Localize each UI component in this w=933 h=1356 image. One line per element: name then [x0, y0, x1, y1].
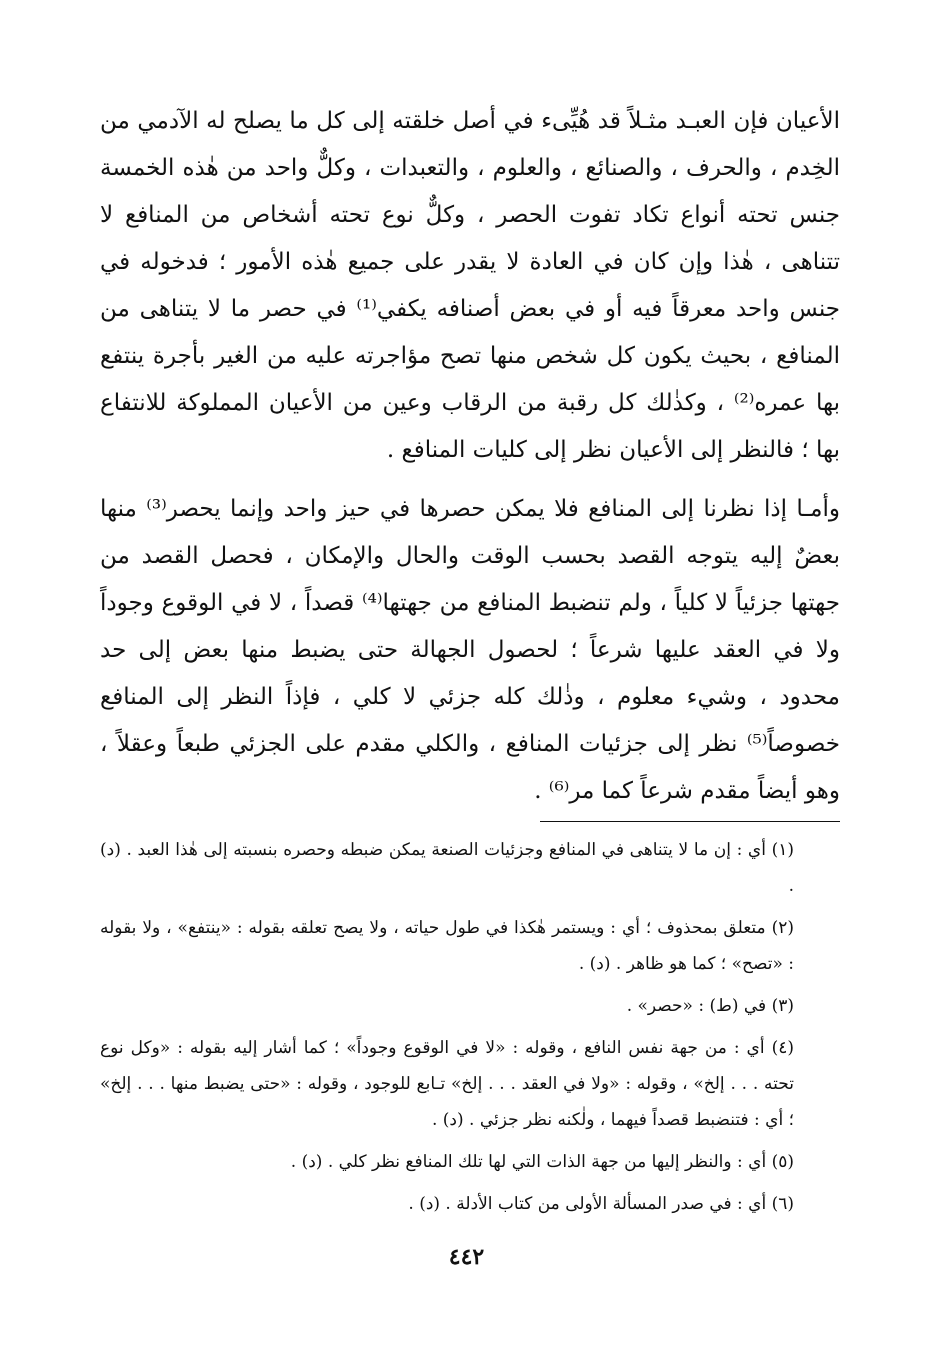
- body-paragraph-1: الأعيان فإن العبـد مثـلاً قد هُيِّىء في أصل خلقته إلى كل ما يصلح له الآدمي من الخِدم ، والحرف ، والصنائع ، والعلوم ، والتعبدات ، وكلٌّ واحد من هٰذه الخمسة جنس تحته أنواع تكاد تفوت الحصر ، وكلٌّ نوع تحته أشخاص من المنافع لا تتناهى ، هٰذا وإن كان في العادة لا يقدر على جميع هٰذه الأمور ؛ فدخوله في جنس واحد معرقاً فيه أو في بعض أصنافه يكفي⁽¹⁾ في حصر ما لا يتناهى من المنافع ، بحيث يكون كل شخص منها تصح مؤاجرته عليه من الغير بأجرة ينتفع بها عمره⁽²⁾ ، وكذٰلك كل رقبة من الرقاب وعين من الأعيان المملوكة للانتفاع بها ؛ فالنظر إلى الأعيان نظر إلى كليات المنافع .: [100, 108, 840, 463]
- page-number: ٤٤٢: [448, 1244, 485, 1270]
- body-paragraph-2: وأمـا إذا نظرنا إلى المنافع فلا يمكن حصرها في حيز واحد وإنما يحصر⁽³⁾ منها بعضٌ إليه يتوجه القصد بحسب الوقت والحال والإمكان ، فحصل القصد من جهتها جزئياً لا كلياً ، ولم تنضبط المنافع من جهتها⁽⁴⁾ قصداً ، لا في الوقوع وجوداً ولا في العقد عليها شرعاً ؛ لحصول الجهالة حتى يضبط منها بعض إلى حد محدود ، وشيء معلوم ، وذٰلك كله جزئي لا كلي ، فإذاً النظر إلى المنافع خصوصاً⁽⁵⁾ نظر إلى جزئيات المنافع ، والكلي مقدم على الجزئي طبعاً وعقلاً ، وهو أيضاً مقدم شرعاً كما مر⁽⁶⁾ .: [100, 496, 841, 804]
- footnote-2: (٢) متعلق بمحذوف ؛ أي : ويستمر هٰكذا في طول حياته ، ولا يصح تعلقه بقوله : «ينتفع» ، ولا بقوله : «تصح» ؛ كما هو ظاهر . (د) .: [100, 918, 794, 974]
- footnote-3-row: [100, 988, 840, 1024]
- footnote-separator: [540, 821, 840, 822]
- footnote-6: (٦) أي : في صدر المسألة الأولى من كتاب الأدلة . (د) .: [408, 1194, 794, 1214]
- footnote-4: (٤) أي : من جهة نفس النافع ، وقوله : «لا في الوقوع وجوداً» ؛ كما أشار إليه بقوله : «وكل نوع تحته . . . إلخ» ، وقوله : «ولا في العقد . . . إلخ» تـابع للوجود ، وقوله : «حتى يضبط منها . . . إلخ» ؛ أي : فتنضبط قصداً فيهما ، ولٰكنه نظر جزئي . (د) .: [100, 1038, 795, 1130]
- footnotes: [100, 832, 840, 1222]
- footnote-1: (١) أي : إن ما لا يتناهى في المنافع وجزئيات الصنعة يمكن ضبطه وحصره بنسبته إلى هٰذا العبد . (د) .: [100, 840, 794, 896]
- footnote-5: (٥) أي : والنظر إليها من جهة الذات التي لها تلك المنافع نظر كلي . (د) .: [290, 1152, 794, 1172]
- page-content: [100, 98, 840, 1228]
- footnote-3: (٣) في (ط) : «حصر» .: [626, 996, 794, 1016]
